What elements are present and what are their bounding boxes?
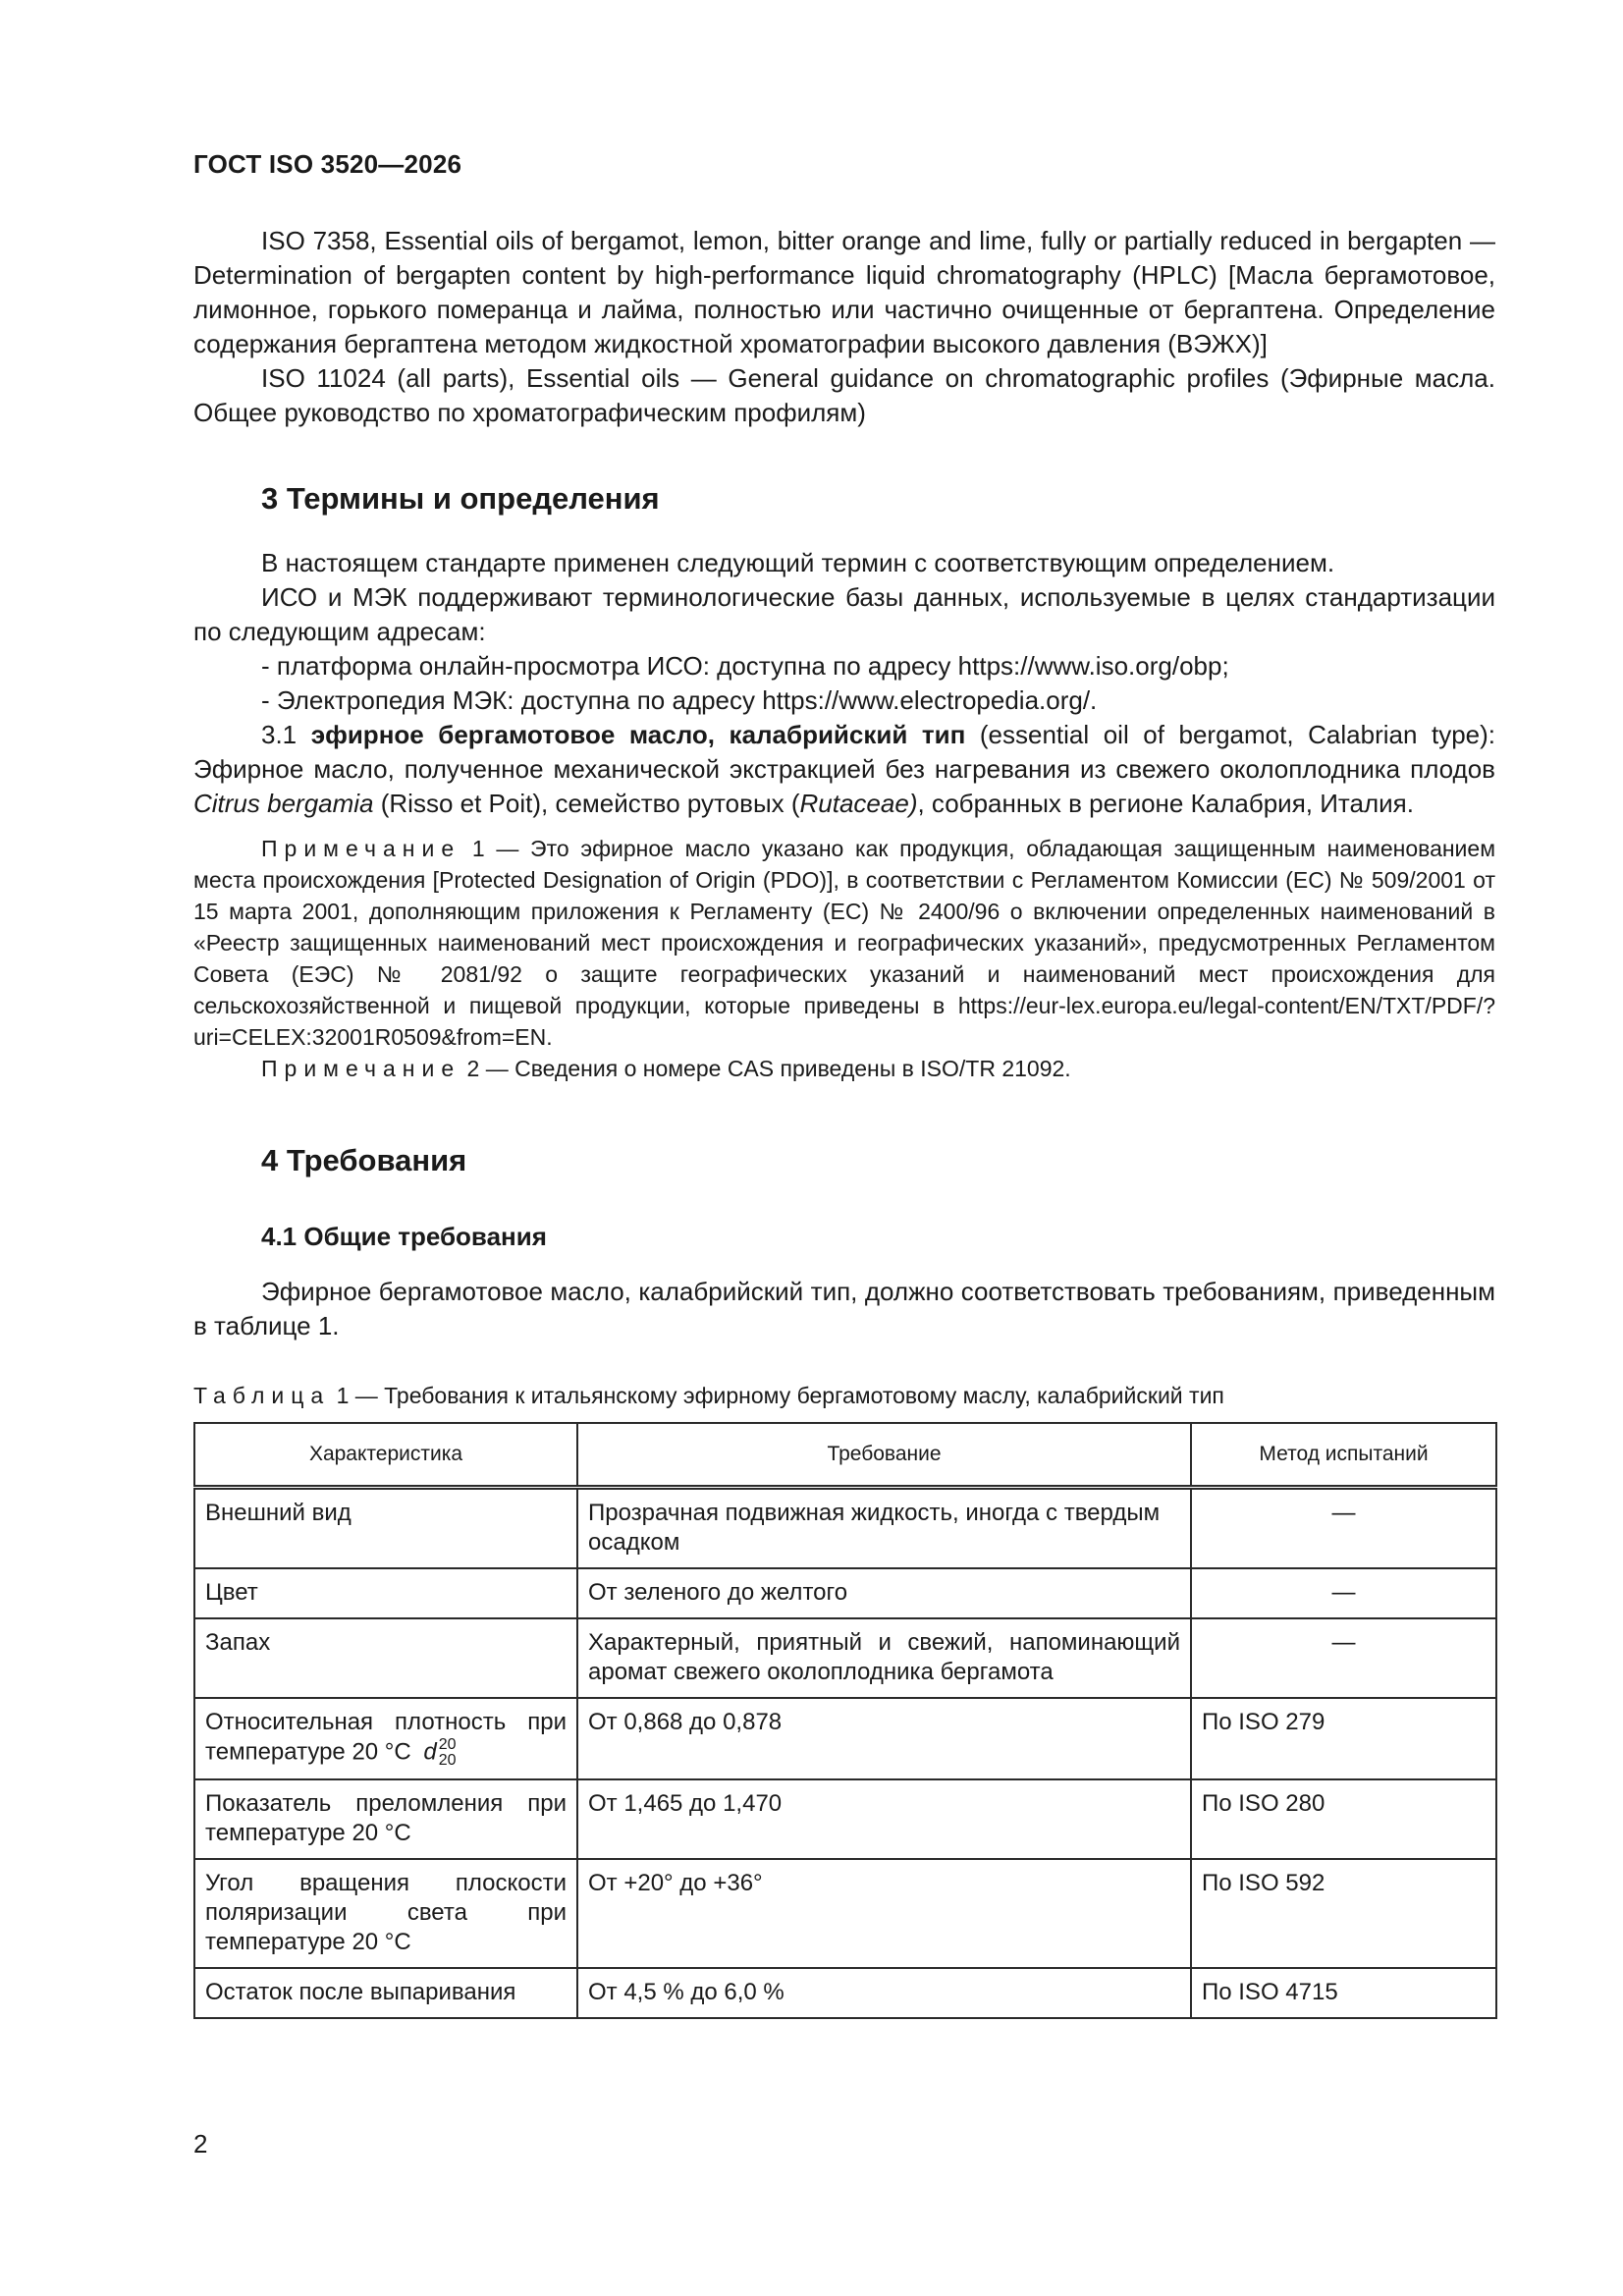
table-cell: По ISO 4715 xyxy=(1191,1968,1496,2018)
table-cell: Остаток после выпаривания xyxy=(194,1968,577,2018)
table-cell: Прозрачная подвижная жидкость, иногда с твердым осадком xyxy=(577,1488,1191,1569)
table-cell: Внешний вид xyxy=(194,1488,577,1569)
table-cell: — xyxy=(1191,1488,1496,1569)
table-cell: По ISO 279 xyxy=(1191,1698,1496,1779)
note-label: Примечание xyxy=(261,836,461,861)
section-3-databases-text: ИСО и МЭК поддерживают терминологические базы данных, используемые в целях стандартизации по следующим адресам: xyxy=(193,582,1495,646)
table-cell: Угол вращения плоскости поляризации света при температуре 20 °C xyxy=(194,1859,577,1968)
term-name: эфирное бергамотовое масло, калабрийский тип xyxy=(310,720,966,749)
database-item: - Электропедия МЭК: доступна по адресу https://www.electropedia.org/. xyxy=(261,685,1098,715)
table-cell: — xyxy=(1191,1568,1496,1618)
column-header: Метод испытаний xyxy=(1191,1423,1496,1488)
table-row xyxy=(194,1698,1496,1779)
column-header: Требование xyxy=(577,1423,1191,1488)
normative-references xyxy=(193,224,1495,430)
density-label: Относительная плотность при температуре 20 °C xyxy=(205,1709,567,1766)
table-cell: Цвет xyxy=(194,1568,577,1618)
density-symbol-letter: d xyxy=(423,1738,437,1766)
term-def-part2: (Risso et Poit), семейство рутовых ( xyxy=(380,789,800,818)
table-header-row xyxy=(194,1423,1496,1488)
term-species: Citrus bergamia xyxy=(193,789,374,818)
table-row xyxy=(194,1618,1496,1698)
section-3-title: 3 Термины и определения xyxy=(261,481,660,516)
requirements-table xyxy=(193,1422,1497,2019)
term-english: (essential oil of bergamot, Calabrian type): xyxy=(979,720,1495,749)
section-4-1-text: Эфирное бергамотовое масло, калабрийский тип, должно соответствовать требованиям, приведенным в таблице 1. xyxy=(193,1277,1495,1340)
reference-item: ISO 11024 (all parts), Essential oils — General guidance on chromatographic profiles (Эфирные масла. Общее руководство по хроматографическим профилям) xyxy=(193,363,1495,427)
density-symbol-sup: 20 xyxy=(438,1736,457,1753)
table-cell: Показатель преломления при температуре 20 °C xyxy=(194,1779,577,1859)
table-cell: Характерный, приятный и свежий, напоминающий аромат свежего околоплодника бергамота xyxy=(577,1618,1191,1698)
document-header: ГОСТ ISO 3520—2026 xyxy=(193,149,462,179)
page-content xyxy=(193,224,1495,2019)
note-number: 1 xyxy=(471,836,485,861)
table-cell: От 0,868 до 0,878 xyxy=(577,1698,1191,1779)
term-number: 3.1 xyxy=(261,720,298,749)
term-def-part3: , собранных в регионе Калабрия, Италия. xyxy=(917,789,1414,818)
table-row xyxy=(194,1568,1496,1618)
note-number: 2 xyxy=(466,1056,480,1081)
table-row xyxy=(194,1488,1496,1569)
table-row xyxy=(194,1859,1496,1968)
section-3-intro: В настоящем стандарте применен следующий термин с соответствующим определением. xyxy=(261,548,1335,577)
section-4-1-title: 4.1 Общие требования xyxy=(261,1222,547,1251)
note-label: Примечание xyxy=(261,1056,461,1081)
table-cell: От зеленого до желтого xyxy=(577,1568,1191,1618)
table-caption-label: Таблица xyxy=(193,1383,331,1408)
term-definition xyxy=(193,718,1495,821)
table-row xyxy=(194,1968,1496,2018)
table-row xyxy=(194,1779,1496,1859)
table-cell: От 4,5 % до 6,0 % xyxy=(577,1968,1191,2018)
table-caption xyxy=(193,1381,1495,1410)
table-cell xyxy=(194,1698,577,1779)
note-1 xyxy=(193,833,1495,1053)
table-cell: По ISO 280 xyxy=(1191,1779,1496,1859)
density-symbol-sub: 20 xyxy=(438,1752,457,1769)
term-family: Rutaceae) xyxy=(799,789,918,818)
table-cell: Запах xyxy=(194,1618,577,1698)
table-cell: От +20° до +36° xyxy=(577,1859,1191,1968)
note-text: — Это эфирное масло указано как продукция, обладающая защищенным наименованием места происхождения [Protected Designation of Origin (PDO)], в соответствии с Регламентом Комиссии (ЕС) № 509/2001 от 15 марта 2001, дополняющим приложения к Регламенту (ЕС) № 2400/96 о включении определенных наименований в «Реестр защищенных наименований мест происхождения и географических указаний», предусмотренных Регламентом Совета (ЕЭС) № 2081/92 о защите географических указаний и наименований мест происхождения для сельскохозяйственной и пищевой продукции, которые приведены в https://eur-lex.europa.eu/legal-content/EN/TXT/PDF/?uri=CELEX:32001R0509&from=EN. xyxy=(193,836,1496,1050)
table-caption-text: 1 — Требования к итальянскому эфирному бергамотовому маслу, калабрийский тип xyxy=(336,1383,1224,1408)
section-4-title: 4 Требования xyxy=(261,1143,467,1177)
column-header: Характеристика xyxy=(194,1423,577,1488)
note-2 xyxy=(193,1053,1495,1084)
page-number: 2 xyxy=(193,2129,208,2159)
term-def-part1: Эфирное масло, полученное механической экстракцией без нагревания из свежего околоплодника плодов xyxy=(193,754,1495,784)
table-cell: По ISO 592 xyxy=(1191,1859,1496,1968)
table-cell: От 1,465 до 1,470 xyxy=(577,1779,1191,1859)
database-item: - платформа онлайн-просмотра ИСО: доступна по адресу https://www.iso.org/obp; xyxy=(261,651,1229,681)
note-text: — Сведения о номере CAS приведены в ISO/TR 21092. xyxy=(485,1056,1071,1081)
reference-item: ISO 7358, Essential oils of bergamot, lemon, bitter orange and lime, fully or partially reduced in bergapten — Determination of bergapten content by high-performance liquid chromatography (HPLC) [Масла бергамотовое, лимонное, горького померанца и лайма, полностью или частично очищенные от бергаптена. Определение содержания бергаптена методом жидкостной хроматографии высокого давления (ВЭЖХ)] xyxy=(193,226,1495,358)
table-cell: — xyxy=(1191,1618,1496,1698)
density-symbol xyxy=(423,1737,456,1769)
